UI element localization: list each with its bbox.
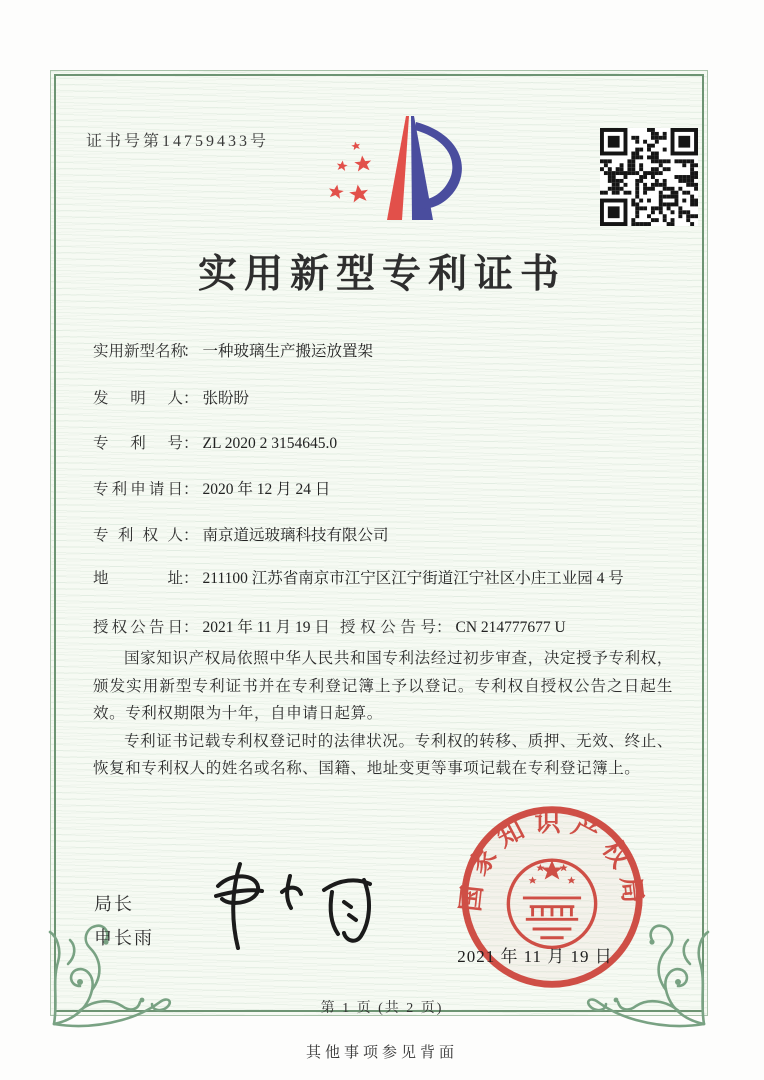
signer-name: 申长雨: [94, 928, 154, 948]
field-colon: ：: [183, 481, 199, 498]
field-label: 授权公告日: [93, 619, 183, 636]
signer-role: 局长: [94, 894, 134, 914]
field-colon: ：: [183, 343, 199, 360]
field-label: 专利申请日: [93, 481, 183, 498]
field-value: ZL 2020 2 3154645.0: [202, 435, 338, 452]
field-colon: ：: [183, 435, 199, 452]
seal-text: 国家知识产权局: [455, 808, 649, 913]
field-value: 2020 年 12 月 24 日: [202, 481, 331, 498]
certificate-title: 实用新型专利证书: [197, 253, 566, 296]
field-row-patent-no: [93, 432, 683, 456]
field-label: 实用新型名称: [93, 343, 187, 360]
body-paragraph: 国家知识产权局依照中华人民共和国专利法经过初步审查，决定授予专利权，颁发实用新型专利证书并在专利登记簿上予以登记。专利权自授权公告之日起生效。专利权期限为十年，自申请日起算。: [93, 650, 673, 722]
seal-date: 2021 年 11 月 19 日: [457, 947, 613, 966]
page-number: 第 1 页 (共 2 页): [320, 1001, 444, 1016]
field-value: 一种玻璃生产搬运放置架: [202, 343, 374, 360]
field-value: 2021 年 11 月 19 日: [202, 619, 330, 636]
field-label: 地址: [93, 570, 183, 587]
field-colon: ：: [436, 619, 452, 636]
field-value: CN 214777677 U: [455, 619, 566, 636]
field-value: 张盼盼: [202, 390, 250, 407]
field-row-address: [93, 567, 683, 591]
field-pair-grant-no: [340, 616, 566, 640]
field-row-patentee: [93, 524, 683, 548]
field-label: 专利权人: [93, 527, 183, 544]
qr-code-icon: [600, 128, 698, 226]
field-colon: ：: [183, 390, 199, 407]
field-colon: ：: [183, 619, 199, 636]
field-label: 专利号: [93, 435, 183, 452]
field-colon: ：: [183, 527, 199, 544]
body-paragraph: 专利证书记载专利权登记时的法律状况。专利权的转移、质押、无效、终止、恢复和专利权人的姓名或名称、国籍、地址变更等事项记载在专利登记簿上。: [93, 732, 673, 777]
field-row-inventor: [93, 387, 683, 411]
back-note: 其他事项参见背面: [305, 1045, 458, 1061]
director-signature: [202, 856, 402, 958]
field-row-name: [93, 340, 683, 364]
field-value: 211100 江苏省南京市江宁区江宁街道江宁社区小庄工业园 4 号: [202, 570, 624, 587]
certificate-number: 证书号第14759433号: [86, 133, 270, 150]
cnipa-logo-icon: [323, 106, 475, 230]
field-row-filing-date: [93, 478, 683, 502]
field-colon: ：: [183, 570, 199, 587]
field-row-grant: [93, 616, 683, 640]
certificate-body: [93, 645, 673, 783]
field-value: 南京道远玻璃科技有限公司: [202, 527, 389, 544]
field-label: 发明人: [93, 390, 183, 407]
field-label: 授权公告号: [340, 619, 436, 636]
